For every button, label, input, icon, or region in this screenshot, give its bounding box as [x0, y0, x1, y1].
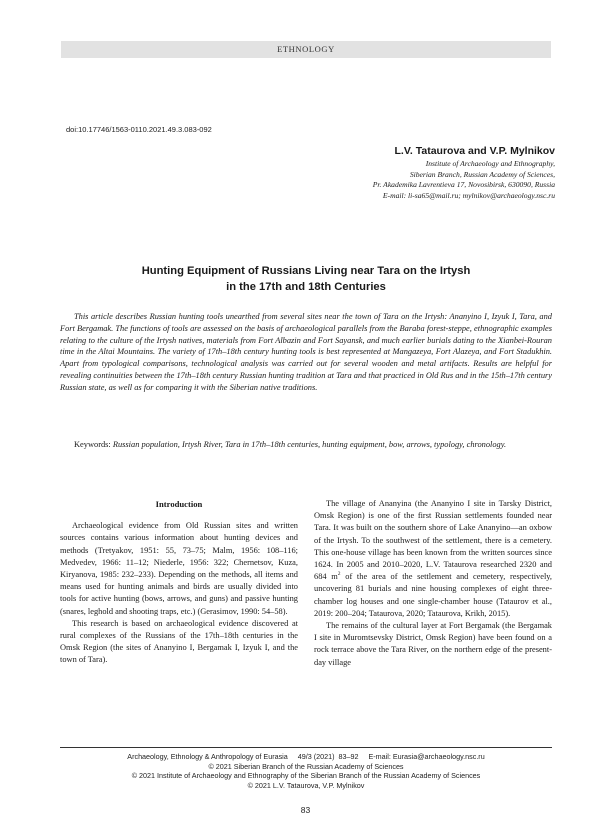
title-line: in the 17th and 18th Centuries	[226, 281, 386, 293]
article-title	[80, 263, 532, 295]
paragraph-text: of the area of the settlement and cemetery, respectively, uncovering 81 burials and nine housing complexes of eight three-chamber log houses and one single-chamber house (Tataurov et al., 2019: 200–204; Tataurova, 2020; Tataurova, Krikh, 2015).	[314, 572, 553, 618]
paragraph-text: The village of Ananyina (the Ananyino I site in Tarsky District, Omsk Region) is one of the first Russian settlements founded near Tara. It was built on the southern shore of Lake Ananyino—an oxbow of the Irtysh. To the southwest of the settlement, there is a cemetery. This one-house village has been known from the written sources since 1624. In 2005 and 2010–2020, L.V. Tataurova researched 2320 and 684 m	[314, 499, 552, 582]
affiliation-line: Siberian Branch, Russian Academy of Sciences,	[409, 169, 555, 179]
section-label: ETHNOLOGY	[277, 44, 335, 54]
paragraph	[314, 498, 552, 620]
footer-line: © 2021 L.V. Tataurova, V.P. Mylnikov	[247, 780, 365, 790]
footer-line: © 2021 Institute of Archaeology and Ethnography of the Siberian Branch of the Russian Academy of Sciences	[131, 771, 481, 781]
section-heading-introduction: Introduction	[155, 499, 203, 509]
author-names: L.V. Tataurova and V.P. Mylnikov	[394, 145, 555, 157]
section-header-band	[61, 41, 551, 58]
keywords	[60, 439, 552, 451]
author-email: E-mail: li-sa65@mail.ru; mylnikov@archaeology.nsc.ru	[382, 190, 555, 200]
paragraph: Archaeological evidence from Old Russian sites and written sources contains various information about hunting devices and methods (Tretyakov, 1951: 55, 73–75; Malm, 1956: 108–116; Medvedev, 1966: 11–12; Niederle, 1956: 322; Chernetsov, Kuza, Kiryanova, 1985: 232–233). Depending on the methods, all items and means used for hunting animals and birds are usually divided into tools for active hunting (bows, arrows, and guns) and passive hunting (snares, leghold and shooting traps, etc.) (Gerasimov, 1990: 54–58).	[60, 521, 298, 616]
page-number: 83	[300, 805, 311, 815]
right-column	[314, 498, 552, 669]
journal-footer	[60, 752, 552, 790]
paragraph: This research is based on archaeological evidence discovered at rural complexes of the Russians of the 17th–18th centuries in the Omsk Region (the sites of Ananyino I, Bergamak I, Izyuk I, and the town of Tara).	[60, 618, 298, 665]
footer-line: Archaeology, Ethnology & Anthropology of Eurasia 49/3 (2021) 83–92 E-mail: Eurasia@archaeology.nsc.ru	[127, 752, 485, 761]
keywords-text: Russian population, Irtysh River, Tara in 17th–18th centuries, hunting equipment, bow, arrows, typology, chronology.	[112, 440, 507, 449]
superscript: 2	[337, 571, 341, 578]
affiliation-line: Institute of Archaeology and Ethnography,	[425, 159, 555, 168]
left-column	[60, 498, 298, 667]
keywords-label: Keywords:	[74, 440, 113, 449]
title-line: Hunting Equipment of Russians Living near Tara on the Irtysh	[141, 265, 471, 277]
paragraph: The remains of the cultural layer at Fort Bergamak (the Bergamak I site in Muromtsevsky District, Omsk Region) have been found on a rock terrace above the Tara River, on the northern edge of the present-day village	[314, 621, 552, 667]
doi-line: doi:10.17746/1563-0110.2021.49.3.083-092	[66, 125, 212, 134]
abstract: This article describes Russian hunting tools unearthed from several sites near the town of Tara on the Irtysh: Ananyino I, Izyuk I, Tara, and Fort Bergamak. The functions of tools are assessed on the basis of archaeological parallels from the Baraba forest-steppe, ethnographic examples relating to the culture of the Irtysh natives, materials from Fort Albazin and Fort Sayansk, and much earlier burials dating to the Xianbei-Rouran time in the Altai Mountains. The variety of 17th–18th century hunting tools is best represented at Mangazeya, Fort Alazeya, and Fort Stadukhin. Apart from typological comparisons, technological analysis was carried out for several wooden and metal artifacts. Results are helpful for revealing continuities between the 17th–18th century Russian hunting tradition at Tara and that practiced in Old Rus and in the 15th–17th century Russian state, as well as for comparing it with the Siberian native traditions.	[60, 312, 552, 392]
author-block	[200, 145, 555, 201]
footer-divider	[60, 747, 552, 748]
footer-line: © 2021 Siberian Branch of the Russian Academy of Sciences	[208, 761, 404, 771]
affiliation-line: Pr. Akademika Lavrentieva 17, Novosibirsk, 630090, Russia	[372, 180, 555, 190]
